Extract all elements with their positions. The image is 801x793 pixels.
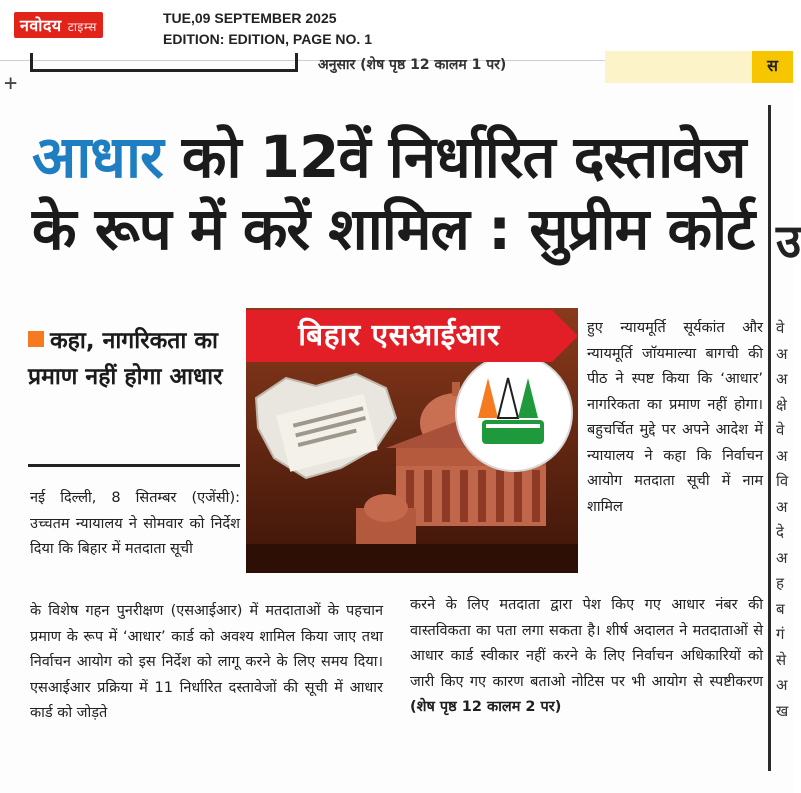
adjacent-column-char: ख <box>776 701 789 720</box>
article-body-left: के विशेष गहन पुनरीक्षण (एसआईआर) में मतदाताओं के पहचान प्रमाण के रूप में ‘आधार’ कार्ड को अवश्य शामिल किया जाए तथा निर्वाचन आयोग को इस निर्देश को लागू करने के लिए समय दिया। एसआईआर प्रक्रिया में 11 निर्धारित दस्तावेजों की सूची में आधार कार्ड को जोड़ते <box>30 603 383 721</box>
adjacent-headline-fragment: उ <box>776 214 801 268</box>
edition-date: TUE,09 SEPTEMBER 2025 <box>163 10 337 26</box>
previous-continuation: अनुसार (शेष पृष्ठ 12 कालम 1 पर) <box>318 57 507 73</box>
adjacent-column-char: अ <box>776 676 788 694</box>
headline-line2: के रूप में करें शामिल : सुप्रीम कोर्ट <box>32 195 755 263</box>
column-divider <box>768 105 771 771</box>
logo-sub: टाइम्स <box>67 20 97 34</box>
article-body-bottom-right-text: करने के लिए मतदाता द्वारा पेश किए गए आधार नंबर की वास्तविकता का पता लगा सकता है। शीर्ष अदालत ने मतदाताओं से आधार कार्ड स्वीकार नहीं करने के लिए निर्वाचन अधिकारियों को जारी किए गए कारण बताओ नोटिस पर भी आयोग से स्पष्टीकरण <box>410 597 763 690</box>
subheading-rule <box>28 464 240 467</box>
yellow-tab: स <box>752 51 793 83</box>
adjacent-column-char: ब <box>776 599 785 618</box>
adjacent-column-char: गं <box>776 625 785 643</box>
article-photo <box>246 308 578 573</box>
headline <box>32 121 762 265</box>
adjacent-column-char: अ <box>776 344 788 363</box>
adjacent-column-char: क्षे <box>776 395 787 414</box>
bullet-square-icon <box>28 331 44 347</box>
adjacent-column-char: अ <box>776 548 788 567</box>
headline-accent: आधार <box>32 123 163 191</box>
logo-main: नवोदय <box>20 16 62 35</box>
continued-link[interactable]: (शेष पृष्ठ 12 कालम 2 पर) <box>410 699 562 715</box>
photo-banner: बिहार एसआईआर <box>246 310 552 362</box>
adjacent-column-char: ह <box>776 574 784 592</box>
adjacent-column-fragment <box>776 316 793 724</box>
adjacent-column-char: वे <box>776 421 785 439</box>
adjacent-column-char: अ <box>776 497 788 516</box>
article-body-intro: नई दिल्ली, 8 सितम्बर (एजेंसी): उच्चतम न्यायालय ने सोमवार को निर्देश दिया कि बिहार में मतदाता सूची <box>30 490 240 557</box>
headline-line1: को 12वें निर्धारित दस्तावेज <box>162 123 746 191</box>
adjacent-column-char: दे <box>776 523 784 541</box>
subheading-text: कहा, नागरिकता का प्रमाण नहीं होगा आधार <box>28 328 223 390</box>
adjacent-column-char: अ <box>776 370 788 388</box>
newspaper-page <box>0 56 801 793</box>
adjacent-column-char: से <box>776 650 787 669</box>
article-body-right: हुए न्यायमूर्ति सूर्यकांत और न्यायमूर्ति जॉयमाल्या बागची की पीठ ने स्पष्ट किया कि ‘आधार’ नागरिकता का प्रमाण नहीं होगा। बहुचर्चित मुद्दे पर अपने आदेश में न्यायालय ने कहा कि निर्वाचन आयोग मतदाता सूची में नाम शामिल <box>587 320 763 515</box>
article-body-bottom-right <box>410 593 763 721</box>
newspaper-logo[interactable] <box>14 12 103 38</box>
election-commission-logo-icon <box>456 355 572 471</box>
adjacent-column-char: वि <box>776 472 789 490</box>
subheading <box>28 323 240 395</box>
edition-info: EDITION: EDITION, PAGE NO. 1 <box>163 31 372 47</box>
adjacent-column-char: वे <box>776 319 785 337</box>
previous-article-box <box>30 53 298 72</box>
crop-mark-icon: + <box>4 71 18 96</box>
adjacent-column-char: अ <box>776 446 788 465</box>
